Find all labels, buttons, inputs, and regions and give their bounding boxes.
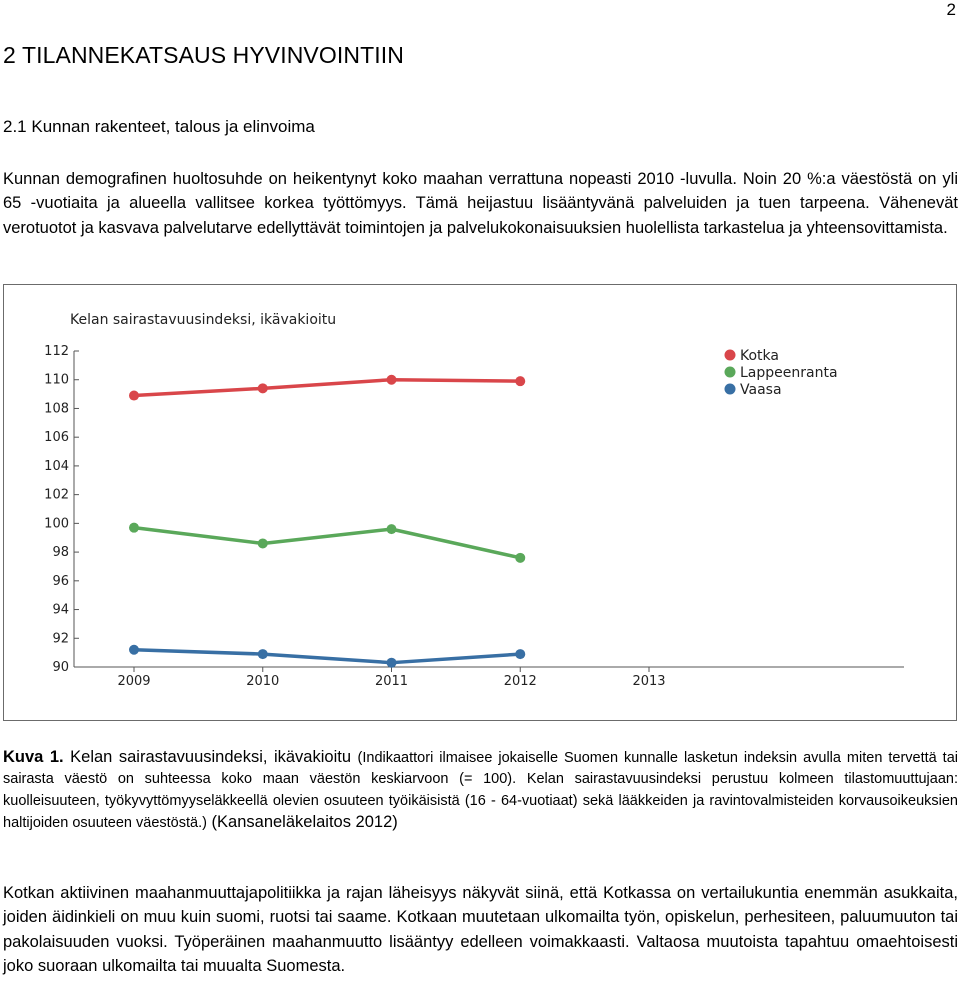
data-point-vaasa <box>515 649 525 659</box>
y-tick-label: 98 <box>52 545 69 561</box>
legend-label-lappeenranta: Lappeenranta <box>740 365 838 381</box>
legend-marker-kotka <box>725 350 736 361</box>
x-tick-label: 2013 <box>632 674 666 689</box>
data-point-kotka <box>387 375 397 385</box>
y-tick-label: 100 <box>44 516 69 532</box>
legend-label-vaasa: Vaasa <box>740 382 782 398</box>
section-heading: 2 TILANNEKATSAUS HYVINVOINTIIN <box>3 42 404 68</box>
subsection-heading: 2.1 Kunnan rakenteet, talous ja elinvoima <box>3 117 315 136</box>
figure-caption <box>3 747 958 835</box>
y-tick-label: 94 <box>52 602 69 618</box>
y-tick-label: 96 <box>52 573 69 589</box>
data-point-kotka <box>515 376 525 386</box>
legend-marker-lappeenranta <box>725 367 736 378</box>
x-tick-label: 2012 <box>503 674 537 689</box>
legend-label-kotka: Kotka <box>740 348 779 364</box>
body-paragraph: Kotkan aktiivinen maahanmuuttajapolitiikka ja rajan läheisyys näkyvät siinä, että Kotkassa on vertailukuntia enemmän asukkaita, joiden äidinkieli on muu kuin suomi, ruotsi tai saame. Kotkaan muutetaan ulkomailta työn, opiskelun, perhesiteen, paluumuuton tai pakolaisuuden vuoksi. Työperäinen maahanmuutto lisääntyy edelleen voimakkaasti. Valtaosa muutoista tapahtuu omaehtoisesti joko suoraan ulkomailta tai muualta Suomesta. <box>3 884 958 975</box>
series-line-vaasa <box>134 650 520 663</box>
data-point-kotka <box>258 383 268 393</box>
data-point-lappeenranta <box>129 523 139 533</box>
y-tick-label: 108 <box>44 401 69 417</box>
data-point-lappeenranta <box>515 553 525 563</box>
y-tick-label: 104 <box>44 458 69 474</box>
y-tick-label: 110 <box>44 372 69 388</box>
caption-label: Kuva 1. <box>3 748 64 766</box>
y-tick-label: 102 <box>44 487 69 503</box>
caption-body: (Indikaattori ilmaisee jokaiselle Suomen kunnalle lasketun indeksin avulla miten tervettä tai sairasta väestö on suhteessa koko maan väestön keskiarvoon (= 100). Kelan sairastavuusindeksi perustuu kolmeen tilastomuuttujaan: kuolleisuuteen, työkyvyttömyyseläkkeellä olevien osuuteen työikäisistä (16 - 64-vuotiaat) sekä lääkkeiden ja ravintovalmisteiden korvausoikeuksien haltijoiden osuuteen väestöstä.) <box>3 750 958 832</box>
data-point-vaasa <box>258 649 268 659</box>
y-tick-label: 90 <box>52 660 69 675</box>
chart-figure <box>3 284 957 721</box>
y-tick-label: 112 <box>44 344 69 359</box>
line-chart <box>4 285 956 720</box>
page-number: 2 <box>946 0 956 19</box>
x-tick-label: 2011 <box>374 674 409 689</box>
x-tick-label: 2009 <box>117 674 151 689</box>
caption-source: (Kansaneläkelaitos 2012) <box>206 813 398 832</box>
y-tick-label: 106 <box>44 430 69 446</box>
intro-paragraph: Kunnan demografinen huoltosuhde on heikentynyt koko maahan verrattuna nopeasti 2010 -luvulla. Noin 20 %:a väestöstä on yli 65 -vuotiaita ja alueella vallitsee korkea työttömyys. Tämä heijastuu lisääntyvänä palveluiden ja tuen tarpeena. Vähenevät verotuotot ja kasvava palvelutarve edellyttävät toimintojen ja palvelukokonaisuuksien huolellista tarkastelua ja yhteensovittamista. <box>3 170 958 237</box>
y-tick-label: 92 <box>52 631 69 647</box>
data-point-lappeenranta <box>387 524 397 534</box>
x-tick-label: 2010 <box>246 674 280 689</box>
data-point-vaasa <box>387 658 397 668</box>
legend-marker-vaasa <box>725 384 736 395</box>
series-line-lappeenranta <box>134 528 520 558</box>
data-point-vaasa <box>129 645 139 655</box>
chart-title: Kelan sairastavuusindeksi, ikävakioitu <box>70 312 337 328</box>
caption-title: Kelan sairastavuusindeksi, ikävakioitu <box>63 748 358 766</box>
data-point-kotka <box>129 391 139 401</box>
series-line-kotka <box>134 380 520 396</box>
data-point-lappeenranta <box>258 538 268 548</box>
